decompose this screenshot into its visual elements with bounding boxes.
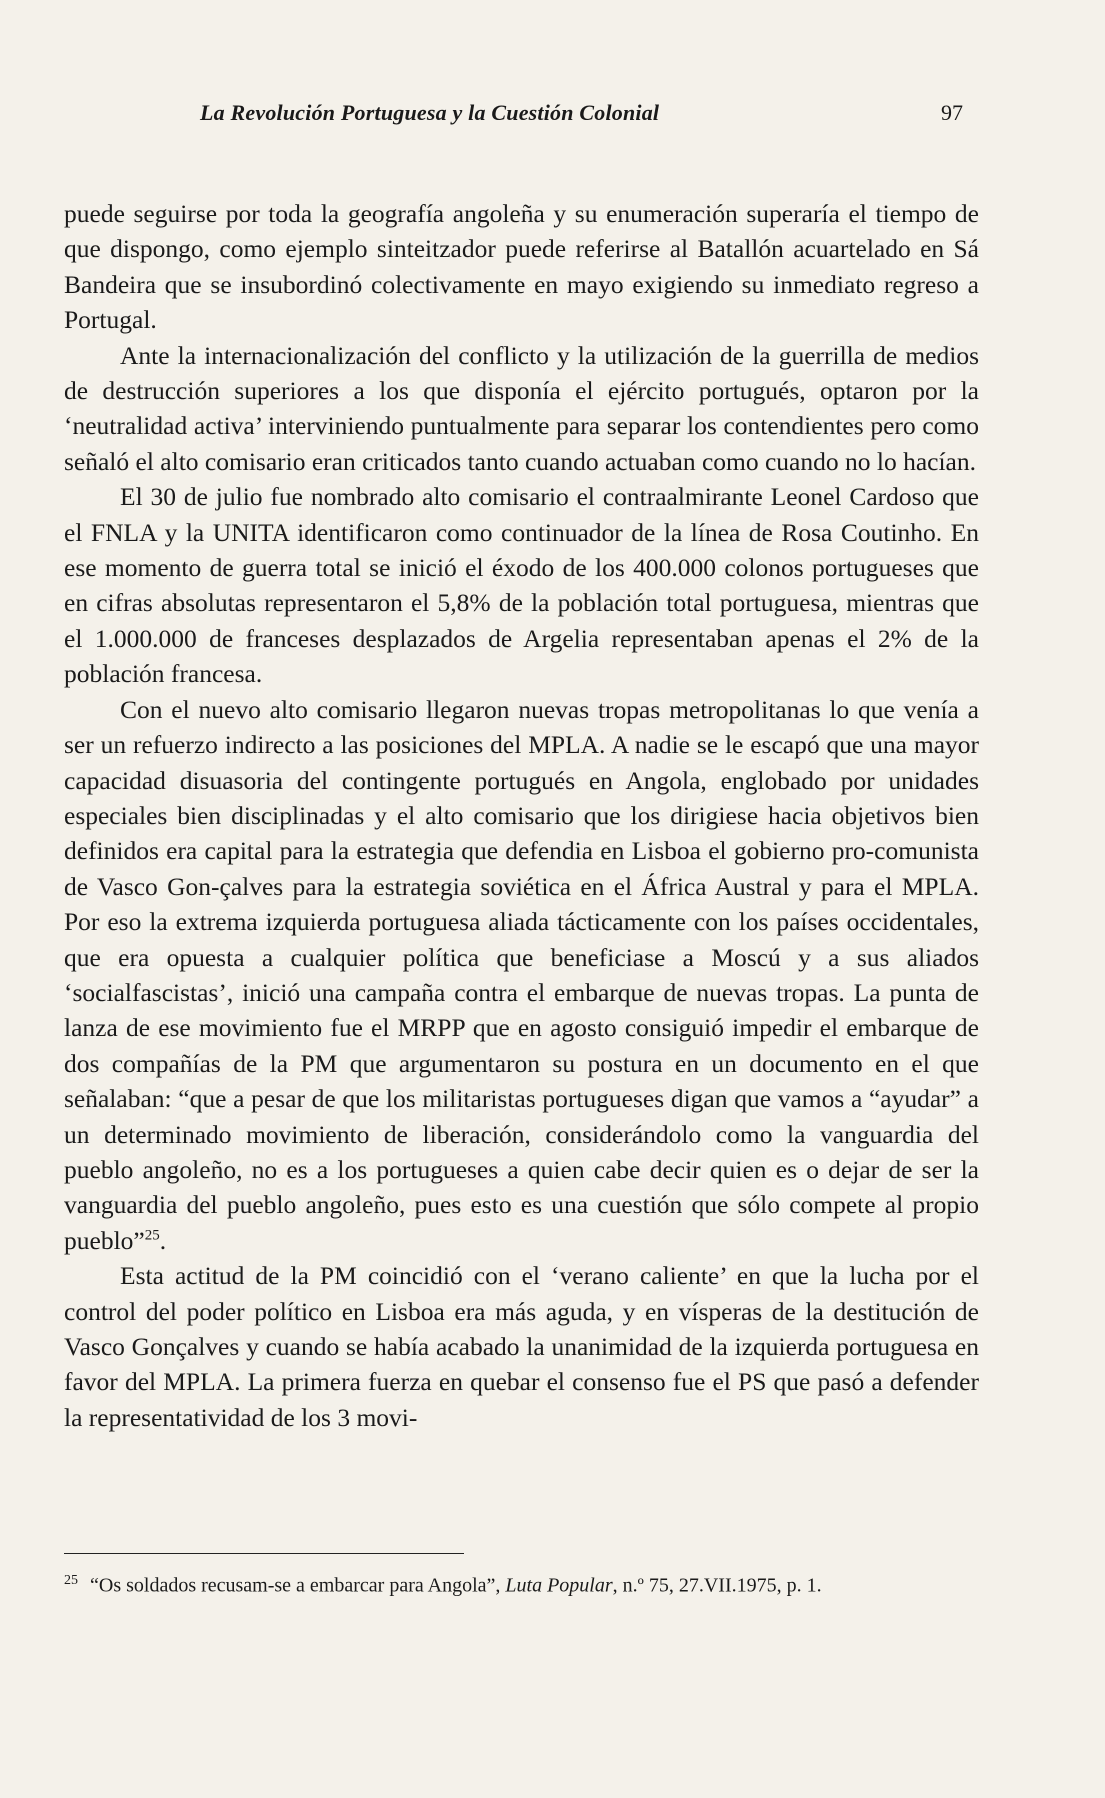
footnote-number: 25	[64, 1573, 78, 1588]
footnote-reference: 25	[144, 1227, 160, 1244]
footnote-text: “Os soldados recusam-se a embarcar para Angola”,	[90, 1574, 506, 1597]
paragraph	[64, 692, 979, 1259]
footnote-citation: , n.º 75, 27.VII.1975, p. 1.	[612, 1574, 822, 1597]
paragraph-text: Con el nuevo alto comisario llegaron nuevas tropas metropolitanas lo que venía a ser un refuerzo indirecto a las posiciones del MPLA. A nadie se le escapó que una mayor capacidad disuasoria del contingente portugués en Angola, englobado por unidades especiales bien disciplinadas y el alto comisario que los dirigiese hacia objetivos bien definidos era capital para la estrategia que defendia en Lisboa el gobierno pro-comunista de Vasco Gon-çalves para la estrategia soviética en el África Austral y para el MPLA. Por eso la extrema izquierda portuguesa aliada tácticamente con los países occidentales, que era opuesta a cualquier política que beneficiase a Moscú y a sus aliados ‘socialfascistas’, inició una campaña contra el embarque de nuevas tropas. La punta de lanza de ese movimiento fue el MRPP que en agosto consiguió impedir el embarque de dos compañías de la PM que argumentaron su postura en un documento en el que señalaban: “que a pesar de que los militaristas portugueses digan que vamos a “ayudar” a un determinado movimiento de liberación, considerándolo como la vanguardia del pueblo angoleño, no es a los portugueses a quien cabe decir quien es o dejar de ser la vanguardia del pueblo angoleño, pues esto es una cuestión que sólo compete al propio pueblo”	[64, 694, 979, 1255]
running-head	[200, 100, 963, 136]
footnote	[64, 1568, 979, 1599]
paragraph: El 30 de julio fue nombrado alto comisario el contraalmirante Leonel Cardoso que el FNLA y la UNITA identificaron como continuador de la línea de Rosa Coutinho. En ese momento de guerra total se inició el éxodo de los 400.000 colonos portugueses que en cifras absolutas representaron el 5,8% de la población total portuguesa, mientras que el 1.000.000 de franceses desplazados de Argelia representaban apenas el 2% de la población francesa.	[64, 482, 979, 689]
paragraph: puede seguirse por toda la geografía angoleña y su enumeración superaría el tiempo de que dispongo, como ejemplo sinteitzador puede referirse al Batallón acuartelado en Sá Bandeira que se insubordinó colectivamente en mayo exigiendo su inmediato regreso a Portugal.	[64, 199, 979, 335]
paragraph: Ante la internacionalización del conflicto y la utilización de la guerrilla de medios de destrucción superiores a los que disponía el ejército portugués, optaron por la ‘neutralidad activa’ interviniendo puntualmente para separar los contendientes pero como señaló el alto comisario eran criticados tanto cuando actuaban como cuando no lo hacían.	[64, 340, 979, 476]
footnote-source: Luta Popular	[505, 1574, 613, 1597]
running-title: La Revolución Portuguesa y la Cuestión Colonial	[200, 100, 660, 125]
page-number: 97	[941, 100, 963, 125]
footnote-rule	[64, 1553, 464, 1554]
paragraph: Esta actitud de la PM coincidió con el ‘verano caliente’ en que la lucha por el control del poder político en Lisboa era más aguda, y en vísperas de la destitución de Vasco Gonçalves y cuando se había acabado la unanimidad de la izquierda portuguesa en favor del MPLA. La primera fuerza en quebar el consenso fue el PS que pasó a defender la representatividad de los 3 movi-	[64, 1261, 979, 1432]
body-text	[64, 196, 979, 1435]
paragraph-text-end: .	[159, 1225, 167, 1255]
